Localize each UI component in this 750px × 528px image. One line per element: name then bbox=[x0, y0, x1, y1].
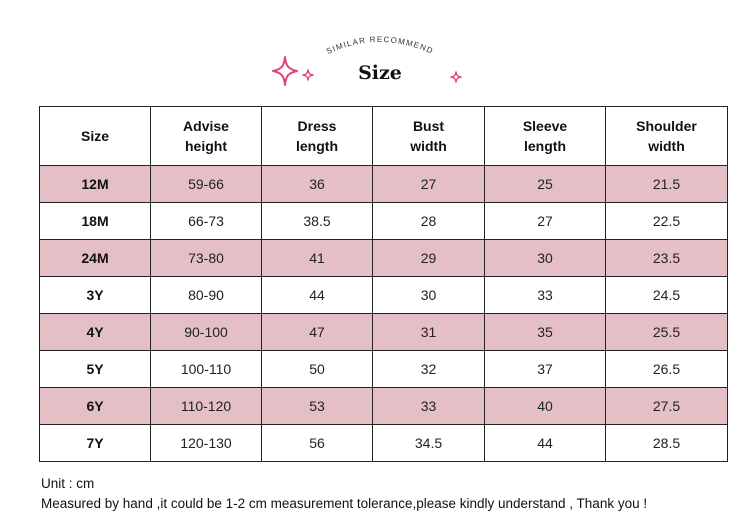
table-row bbox=[40, 203, 728, 240]
unit-note: Unit : cm bbox=[41, 476, 95, 491]
measurement-cell: 25 bbox=[485, 166, 606, 203]
measurement-cell: 80-90 bbox=[151, 277, 262, 314]
table-header-row bbox=[40, 107, 728, 166]
table-row bbox=[40, 166, 728, 203]
measurement-cell: 33 bbox=[373, 388, 485, 425]
tolerance-note: Measured by hand ,it could be 1-2 cm measurement tolerance,please kindly understand , Thank you ! bbox=[41, 496, 648, 511]
measurement-cell: 26.5 bbox=[606, 351, 728, 388]
measurement-cell: 23.5 bbox=[606, 240, 728, 277]
page-title: Size bbox=[358, 62, 402, 84]
size-label-cell: 6Y bbox=[40, 388, 151, 425]
measurement-notes bbox=[41, 474, 741, 514]
table-row bbox=[40, 240, 728, 277]
size-label-cell: 5Y bbox=[40, 351, 151, 388]
measurement-cell: 34.5 bbox=[373, 425, 485, 462]
measurement-cell: 21.5 bbox=[606, 166, 728, 203]
arc-tagline-text: SIMILAR RECOMMEND bbox=[324, 34, 436, 56]
measurement-cell: 24.5 bbox=[606, 277, 728, 314]
measurement-cell: 44 bbox=[485, 425, 606, 462]
measurement-cell: 35 bbox=[485, 314, 606, 351]
measurement-cell: 41 bbox=[262, 240, 373, 277]
measurement-cell: 22.5 bbox=[606, 203, 728, 240]
measurement-cell: 32 bbox=[373, 351, 485, 388]
table-body bbox=[40, 166, 728, 462]
size-label-cell: 7Y bbox=[40, 425, 151, 462]
measurement-cell: 36 bbox=[262, 166, 373, 203]
measurement-cell: 66-73 bbox=[151, 203, 262, 240]
measurement-cell: 29 bbox=[373, 240, 485, 277]
measurement-cell: 37 bbox=[485, 351, 606, 388]
size-label-cell: 3Y bbox=[40, 277, 151, 314]
measurement-cell: 38.5 bbox=[262, 203, 373, 240]
measurement-cell: 31 bbox=[373, 314, 485, 351]
measurement-cell: 28.5 bbox=[606, 425, 728, 462]
measurement-cell: 25.5 bbox=[606, 314, 728, 351]
measurement-cell: 59-66 bbox=[151, 166, 262, 203]
small-sparkle-icon-right bbox=[450, 71, 462, 83]
table-row bbox=[40, 277, 728, 314]
measurement-cell: 27 bbox=[373, 166, 485, 203]
measurement-cell: 50 bbox=[262, 351, 373, 388]
column-header-shoulder-width: Shoulder width bbox=[606, 107, 728, 166]
table-row bbox=[40, 388, 728, 425]
size-label-cell: 12M bbox=[40, 166, 151, 203]
large-sparkle-icon bbox=[272, 56, 298, 86]
size-label-cell: 4Y bbox=[40, 314, 151, 351]
measurement-cell: 47 bbox=[262, 314, 373, 351]
measurement-cell: 120-130 bbox=[151, 425, 262, 462]
measurement-cell: 44 bbox=[262, 277, 373, 314]
column-header-bust-width: Bust width bbox=[373, 107, 485, 166]
small-sparkle-icon-left bbox=[302, 69, 314, 81]
measurement-cell: 53 bbox=[262, 388, 373, 425]
measurement-cell: 73-80 bbox=[151, 240, 262, 277]
table-row bbox=[40, 351, 728, 388]
column-header-size: Size bbox=[40, 107, 151, 166]
size-label-cell: 18M bbox=[40, 203, 151, 240]
measurement-cell: 56 bbox=[262, 425, 373, 462]
column-header-advise-height: Advise height bbox=[151, 107, 262, 166]
measurement-cell: 90-100 bbox=[151, 314, 262, 351]
measurement-cell: 27 bbox=[485, 203, 606, 240]
table-row bbox=[40, 425, 728, 462]
measurement-cell: 30 bbox=[373, 277, 485, 314]
measurement-cell: 33 bbox=[485, 277, 606, 314]
measurement-cell: 40 bbox=[485, 388, 606, 425]
size-label-cell: 24M bbox=[40, 240, 151, 277]
arc-tagline bbox=[300, 24, 460, 64]
measurement-cell: 110-120 bbox=[151, 388, 262, 425]
column-header-sleeve-length: Sleeve length bbox=[485, 107, 606, 166]
measurement-cell: 27.5 bbox=[606, 388, 728, 425]
measurement-cell: 28 bbox=[373, 203, 485, 240]
measurement-cell: 30 bbox=[485, 240, 606, 277]
column-header-dress-length: Dress length bbox=[262, 107, 373, 166]
size-chart-table bbox=[39, 106, 728, 462]
table-row bbox=[40, 314, 728, 351]
size-chart-header bbox=[0, 0, 750, 100]
measurement-cell: 100-110 bbox=[151, 351, 262, 388]
